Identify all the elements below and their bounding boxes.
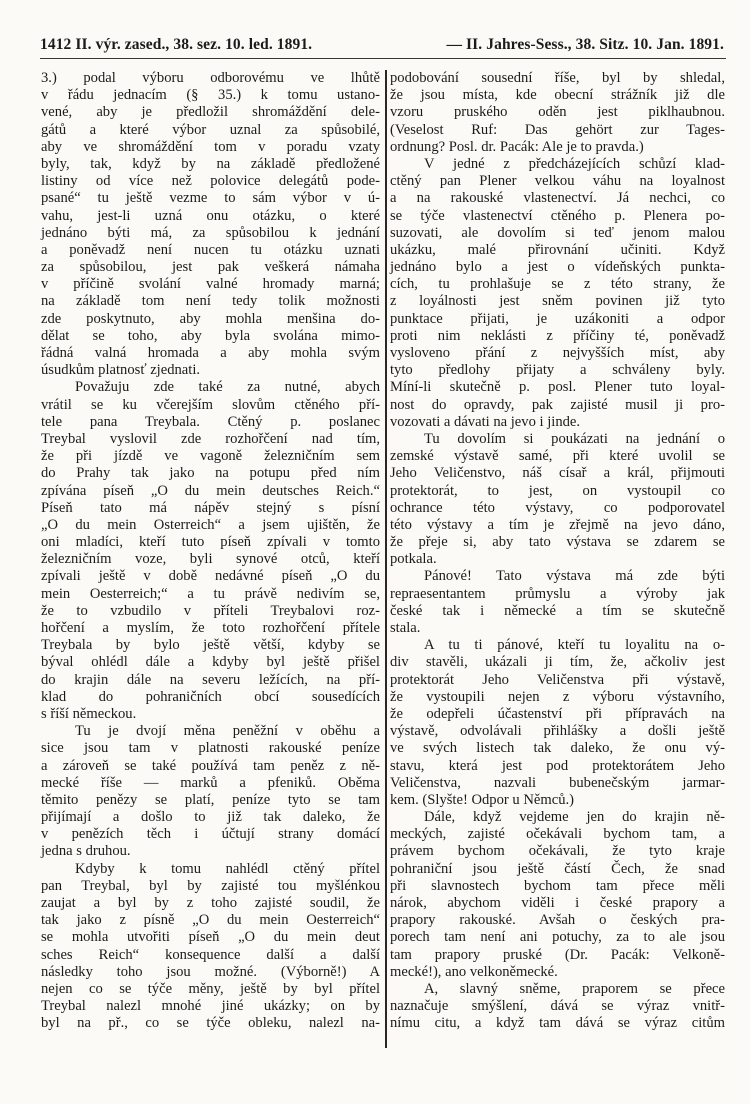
text-line: zpívali ještě v době nedávné píseň „O du	[41, 568, 380, 585]
text-line: tyto předlohy přijaty a schváleny byly.	[390, 362, 725, 379]
text-line: Dále, když vejdeme jen do krajin ně-	[424, 809, 725, 826]
text-line: ochrance této výstavy, co podporovatel	[390, 499, 725, 516]
text-line: 3.) podal výboru odborovému ve lhůtě	[41, 70, 380, 86]
text-line: Veličenstva, nazvali bubenečským jarmar-	[390, 774, 725, 791]
text-line: ve svých listech tak daleko, že onu vý-	[390, 740, 725, 757]
text-line: v penězích těch i účtují strany domácí	[41, 826, 380, 843]
paragraph	[390, 156, 725, 431]
paragraph	[390, 431, 725, 569]
text-line: zaujat a byl by z toho zajisté soudil, že	[41, 895, 380, 911]
text-line: vysloveno přání z nejvyšších míst, aby	[390, 345, 725, 361]
text-line: potkala.	[390, 551, 437, 568]
text-line: klad do pohraničních obcí sousedících	[41, 688, 380, 705]
text-line: punktace přijati, je uzákoniti a odpor	[390, 310, 725, 327]
text-line: jednáno býti má, za spůsobilou k jednání	[41, 224, 380, 241]
text-line: české tak i německé a tím se skutečně	[390, 602, 725, 619]
text-line: jednáno bylo a jest o vídeňských punkta-	[390, 259, 725, 276]
text-line: proti nim neklásti z příčiny té, poněvadž	[390, 327, 725, 344]
text-line: meckých, zajisté očekávali bychom tam, a	[390, 826, 725, 843]
text-line: vzoru pruského oděn jest piklhaubnou.	[390, 104, 725, 121]
text-line: vené, aby je předložil shromáždění dele-	[41, 104, 380, 121]
text-line: zpívána píseň „O du mein deutsches Reich.“	[41, 482, 380, 499]
text-line: zemské výstavě samé, při které uvolil se	[390, 448, 725, 465]
text-line: za spůsobilou, jest pak veškerá námaha	[41, 259, 380, 276]
text-line: porech tam není ani potuchy, za to ale jsou	[390, 929, 725, 946]
text-line: že jsou místa, kde obecní strážník již dle	[390, 87, 725, 104]
right-column	[390, 70, 725, 1033]
text-line: protektorát, to jest, on vystoupil co	[390, 482, 725, 499]
text-line: v příčině svolání valné hromady marná;	[41, 276, 380, 293]
text-line: ordnung? Posl. dr. Pacák: Ale je to pravda.)	[390, 138, 644, 155]
left-column	[41, 70, 380, 1033]
text-line: nost do opravdy, pak zajisté musil ji pro-	[390, 396, 725, 413]
text-line: nárok, abychom viděli i české prapory a	[390, 895, 725, 911]
text-line: z loyálnosti jest sněm povinen již tyto	[390, 293, 725, 310]
text-line: řádná valná hromada a aby mohla svým	[41, 345, 380, 361]
text-line: pohraniční jsou ještě částí Čech, že snad	[390, 860, 725, 877]
text-line: vahu, jest-li uzná onu otázku, o které	[41, 207, 380, 224]
text-line: div stavěli, ukázali ji tím, že, ačkoliv jest	[390, 654, 725, 671]
text-line: suzovati, ale dovolím si teď jenom malou	[390, 224, 725, 241]
text-line: této výstavy a tím je zřejmě na jevo dáno,	[390, 516, 725, 533]
text-line: že odepřeli účastenství při přípravách na	[390, 705, 725, 722]
text-line: byly, tak, když by na základě předložené	[41, 155, 380, 172]
paragraph	[390, 809, 725, 981]
text-line: se týče vlastenectví ctěného p. Plenera po-	[390, 207, 725, 224]
header-rule	[40, 58, 726, 59]
text-line: býval ohlédl dále a kdyby byl ještě přišel	[41, 654, 380, 671]
text-line: pan Treybal, byl by zajisté tou myšlénkou	[41, 877, 380, 894]
text-line: že při jízdě ve vagoně železničním sem	[41, 448, 380, 465]
text-line: a na rakouské vlastenectví. Já nechci, co	[390, 190, 725, 207]
text-line: zde poskytnuto, aby mohla menšina do-	[41, 310, 380, 327]
text-line: Píseň tato má nápěv stejný s písní	[41, 499, 380, 516]
text-line: výstavě, odvolávali přihlášky a došli ještě	[390, 723, 725, 740]
text-line: v řádu jednacím (§ 35.) k tomu ustano-	[41, 87, 380, 104]
text-line: Tu je dvojí měna peněžní v oběhu a	[75, 723, 380, 740]
paragraph	[390, 568, 725, 637]
text-line: přijímají a došlo to již tak daleko, že	[41, 809, 380, 826]
text-line: mein Oesterreich;“ a tu právě nedivím se,	[41, 585, 380, 602]
text-line: stavu, která jest pod protektorátem Jeho	[390, 757, 725, 774]
running-header	[40, 36, 724, 56]
text-line: těmito penězy se platí, peníze tyto se tam	[41, 791, 380, 808]
text-line: listiny od více než polovice delegátů pode-	[41, 173, 380, 190]
header-czech: 1412 II. výr. zased., 38. sez. 10. led. 1891.	[40, 36, 313, 53]
text-line: ukázku, malé přirovnání učiniti. Když	[390, 241, 725, 258]
text-line: dělat se toho, aby byla svolána mimo-	[41, 327, 380, 344]
text-line: právem bychom očekávali, že tyto kraje	[390, 843, 725, 860]
text-line: sice jsou tam v platnosti rakouské peníze	[41, 740, 380, 757]
text-line: mecké!), ano velkoněmecké.	[390, 963, 558, 980]
text-line: hořčení a myslím, že toto rozhořčení přítele	[41, 620, 380, 636]
text-line: s říší německou.	[41, 705, 137, 722]
text-line: A, slavný sněme, praporem se přece	[424, 980, 725, 997]
text-line: že přeje si, aby tato výstava se zdarem se	[390, 534, 725, 551]
paragraph	[41, 861, 380, 1033]
text-line: Jeho Veličenstvo, náš císař a král, přijmouti	[390, 465, 725, 482]
text-line: tak jako z písně „O du mein Oesterreich“	[41, 912, 380, 929]
paragraph	[41, 723, 380, 861]
text-line: úsudkům platnosť zjednati.	[41, 362, 201, 379]
text-line: cích, tu prohlašuje se z této strany, že	[390, 276, 725, 293]
paragraph	[41, 70, 380, 379]
text-line: (Veselost Ruf: Das gehört zur Tages-	[390, 121, 725, 138]
text-line: nejen co se týče měny, ještě by byl přítel	[41, 980, 380, 997]
text-line: prapory rakouské. Avšah o českých pra-	[390, 912, 725, 929]
text-line: železničním voze, byli synové otců, kteří	[41, 551, 380, 568]
text-line: Považuju zde také za nutné, abych	[75, 379, 380, 396]
text-line: Treybal nalezl mnohé jiné ukázky; on by	[41, 998, 380, 1015]
text-line: stala.	[390, 620, 421, 636]
text-line: vozovati a dávati na jevo i jinde.	[390, 413, 581, 430]
text-line: A tu ti pánové, kteří tu loyalitu na o-	[424, 637, 725, 654]
text-line: se mohla utvořiti píseň „O du mein deut	[41, 929, 380, 946]
text-line: sches Reich“ konsequence další a další	[41, 946, 380, 963]
text-line: „O du mein Osterreich“ a jsem ujištěn, že	[41, 516, 380, 533]
paragraph	[390, 70, 725, 156]
text-line: Tu dovolím si poukázati na jednání o	[424, 430, 725, 447]
text-line: a poněvadž není nucen tu otázku uznati	[41, 241, 380, 258]
text-line: že to vzbudilo v příteli Treybalovi roz-	[41, 602, 380, 619]
text-line: byl na př., co se týče obleku, nalezl na-	[41, 1015, 380, 1032]
text-line: do krajin dále na severu ležících, na pří-	[41, 671, 380, 688]
text-line: Treybala by bylo ještě větší, kdyby se	[41, 637, 380, 654]
text-line: repraesentantem průmyslu a výroby jak	[390, 585, 725, 602]
text-line: nímu citu, a když tam dává se výraz citům	[390, 1015, 725, 1032]
text-line: že vystoupili nejen z výboru výstavního,	[390, 688, 725, 705]
text-line: následky toho jsou možné. (Výborně!) A	[41, 963, 380, 980]
text-line: do Prahy tak jako na potupu před ním	[41, 465, 380, 482]
text-line: při slavnostech bychom tam přece měli	[390, 877, 725, 894]
header-german: — II. Jahres-Sess., 38. Sitz. 10. Jan. 1891.	[446, 36, 724, 53]
text-line: V jedné z předcházejících schůzí klad-	[424, 155, 725, 172]
text-line: na základě tom není tedy tolik možnosti	[41, 293, 380, 310]
text-line: Míní-li skutečně p. posl. Plener tuto loyal-	[390, 379, 725, 396]
text-line: tam prapory pruské (Dr. Pacák: Velkoně-	[390, 946, 725, 963]
text-line: Pánové! Tato výstava má zde býti	[424, 568, 725, 585]
text-line: aby ve shromáždění tom v poradu vzaty	[41, 138, 380, 155]
column-divider	[385, 70, 387, 1048]
text-line: Kdyby k tomu nahlédl ctěný přítel	[75, 860, 380, 877]
text-line: psané“ tu ještě vezme to sám výbor v ú-	[41, 190, 380, 207]
text-line: mecké říše — marků a pfeniků. Oběma	[41, 774, 380, 791]
paragraph	[390, 981, 725, 1033]
text-line: podobování sousední říše, byl by shledal,	[390, 70, 725, 86]
text-line: naznačuje smýšlení, dává se výraz vnitř-	[390, 998, 725, 1015]
text-line: tele pana Treybala. Ctěný p. poslanec	[41, 413, 380, 430]
text-line: ctěný pan Plener velkou váhu na loyalnost	[390, 173, 725, 190]
text-line: vrátil se ku včerejším slovům ctěného pří-	[41, 396, 380, 413]
text-line: gátů a které výbor uznal za spůsobilé,	[41, 121, 380, 138]
text-line: jedna s druhou.	[41, 843, 131, 860]
paragraph	[41, 379, 380, 723]
text-line: a zároveň se také používá tam peněz z ně-	[41, 757, 380, 774]
text-line: protektorát Jeho Veličenstva při výstavě,	[390, 671, 725, 688]
text-line: Treybal vyslovil zde rozhořčení nad tím,	[41, 430, 380, 447]
text-line: kem. (Slyšte! Odpor u Němců.)	[390, 791, 575, 808]
text-line: oni mladíci, kteří tuto píseň zpívali v tomto	[41, 534, 380, 551]
paragraph	[390, 637, 725, 809]
